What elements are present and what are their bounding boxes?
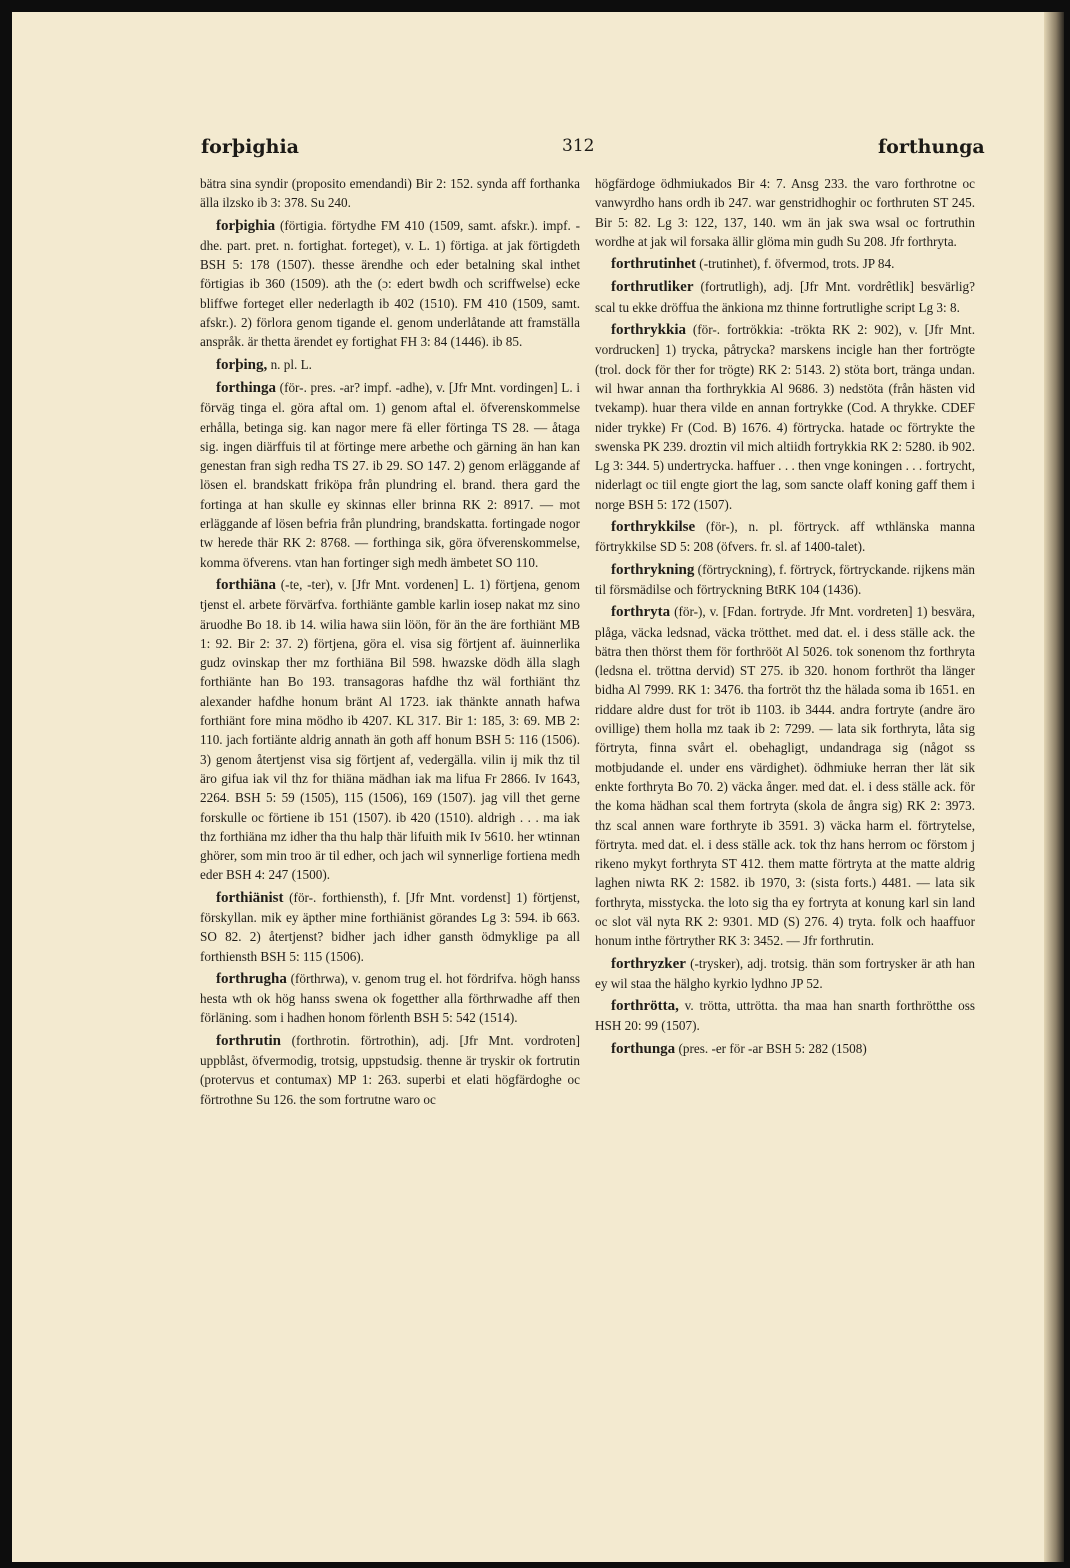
running-header [12, 136, 1064, 166]
dictionary-entry [595, 254, 975, 274]
entry-body: (för-. pres. -ar? impf. -adhe), v. [Jfr Mnt. vordingen] L. i förväg tinga el. göra aftal om. 1) genom aftal el. öfverenskommelse erhålla, betinga sig. kan nagor mere fä eller förtinga TS 28. — åtaga sig. ingen diärffuis til at förtinge mere arbethe och gärning än han kan genestan fran sigh redha TS 27. ib 29. SO 147. 2) genom erläggande af lösen el. brandskatt friköpa från plundring el. brand. thera gard the fortinga at han skulle ey skinnas eller brinna RK 2: 8917. — mot erläggande af lösen befria från plundring, brandskatta. fortingade nogor tw herede thär RK 2: 8768. — forthinga sik, göra öfverenskommelse, komma öfverens. vtan han fortinger sigh medh ämbetet SO 110. [200, 379, 580, 570]
dictionary-entry [595, 277, 975, 317]
entry-body: (för-), n. pl. förtryck. aff wthlänska manna förtrykkilse SD 5: 208 (öfvers. fr. sl. af 1400-talet). [595, 519, 975, 555]
header-right-guide-word: forthunga [878, 136, 985, 158]
dictionary-entry [200, 216, 580, 352]
header-left-guide-word: forþighia [201, 136, 299, 158]
entry-body: (för-), v. [Fdan. fortryde. Jfr Mnt. vordreten] 1) besvära, plåga, väcka ledsnad, väcka trötthet. med dat. el. i dess ställe ack. the bätra then thörst them för forthrööt Al 5026. tok sonenom thz forthryta (ledsna el. tröttna dervid) ST 275. ib 320. honom forthröt tha länger bidha Al 7999. RK 1: 3476. tha fortröt thz the häladа soma ib 1651. en riddare aldre dust for tröt ib 1103. ib 3444. andra fortryte (andre äro ovillige) them holla mz taak ib 2: 7299. — lata sik forthryta, låta sig förtryta, finna svårt el. obehagligt, undandraga sig (något ss motbjudande el. under ens värdighet). ödhmiuke herran ther lät sik enkte forthryta Bo 70. 2) väcka ånger. med dat. el. i dess ställe ack. för the koma hädhan scal them fortryta (skola de ångra sig) RK 2: 3973. thz scal annen ware forthryte ib 3591. 3) väcka harm el. förtrytelse, förtryta. med dat. el. i dess ställe ack. tok thz hans herrom oc förstom j rikeno mykyt forthryta ST 412. them matte förtryta at the matte aldrig laghen niwta RK 2: 1582. ib 1970, 3: (sista forts.) 4481. — lata sik forthryta, misstycka. the loto sig tha ey fortryta at konung karl sin land oc slot väl nyta RK 2: 9301. MD (S) 276. 4) tryta. folk och haaffuor honum inthe förtryther RK 3: 3452. — Jfr forthrutin. [595, 604, 975, 949]
dictionary-entry [200, 378, 580, 572]
dictionary-entry [200, 575, 580, 885]
entry-headword: forthrutliker [611, 279, 694, 296]
entry-headword: forthryta [611, 604, 671, 621]
entry-body: (-trutinhet), f. öfvermod, trots. JP 84. [699, 256, 895, 272]
entry-headword: forþing, [216, 356, 268, 373]
dictionary-entry [200, 969, 580, 1028]
right-text-column [595, 174, 975, 1062]
entry-headword: forthrykning [611, 561, 695, 578]
continued-text [595, 174, 975, 251]
dictionary-entry [595, 517, 975, 557]
entry-body: n. pl. L. [270, 356, 312, 372]
dictionary-entry [200, 888, 580, 966]
entry-headword: forthinga [216, 379, 276, 396]
entry-headword: forthiäna [216, 576, 276, 593]
entry-headword: forthryzker [611, 955, 686, 972]
dictionary-entry [595, 1039, 975, 1059]
entry-body: (förtryckning), f. förtryck, förtryckande. rijkens män til försmädilse och förtryckning BtRK 104 (1436). [595, 561, 976, 597]
dictionary-entry [595, 560, 975, 600]
entry-body: (förtigia. förtydhe FM 410 (1509, samt. afskr.). impf. -dhe. part. pret. n. fortighat. forteget), v. L. 1) förtiga. at jak förtigdeth BSH 5: 178 (1507). thesse ärendhe och eder betalning skal inthet förtigias ib 360 (1509). ath the (ɔ: edert bwdh och scriffwelse) ecke bliffwe forteget eller nederlagth ib 402 (1510). FM 410 (1509, samt. afskr.). 2) förlora genom tigande el. genom underlåtande att framställa anspråk. är thetta ärendet ey fortighat FH 3: 84 (1446). ib 85. [200, 217, 580, 350]
entry-headword: forthunga [611, 1040, 676, 1057]
entry-headword: forthrykkia [611, 322, 686, 339]
left-text-column [200, 174, 580, 1112]
entry-body: (förthrwa), v. genom trug el. hot fördrifva. högh hanss hesta wth ok hög hanss swena ok fogetther alla förthrwadhe aff then förläning. som i hadhen honom förlenth BSH 5: 542 (1514). [200, 970, 580, 1026]
entry-body: bätra sina syndir (proposito emendandi) Bir 2: 152. synda aff forthanka älla ilzsko ib 3: 378. Su 240. [200, 176, 580, 211]
dictionary-entry [595, 996, 975, 1036]
entry-body: (för-. fortrökkia: -trökta RK 2: 902), v. [Jfr Mnt. vordrucken] 1) trycka, påtrycka? marskens incigle han ther fortrögte (trol. dock för ther for trögte) RK 2: 5143. 2) stöta bort, tränga undan. wil hwar annan tha forthrykkia Al 9686. 3) nedstöta (från hästen vid tvekamp). huar thera vilde en annan fortrykke (Cod. A thrykke. CDEF nider trykke) Fr (Cod. B) 1676. 4) förtrycka. hatade oc förtrykte the swenska PK 239. droztin vil mich altiidh fortrykkia RK 2: 5280. ib 902. Lg 3: 344. 5) undertrycka. haffuer . . . then vnge koningen . . . fortrycht, niderlagt oc tiil engte giort the lag, som sancte olaff koning gaff them i norge BSH 5: 172 (1507). [595, 322, 975, 512]
entry-headword: forthrutinhet [611, 256, 696, 273]
dictionary-entry [595, 954, 975, 994]
entry-body: högfärdoge ödhmiukados Bir 4: 7. Ansg 233. the varo forthrotne oc vanwyrdho hans ordh ib 247. war genstridhoghir oc forthruten ST 245. Bir 5: 82. Lg 3: 122, 137, 140. wm än jak swa wsal oc fortruthin wordhe at jak wil forsaka ällir glöma min gudh Su 208. Jfr forthryta. [595, 176, 975, 249]
dictionary-entry [595, 602, 975, 950]
entry-body: v. trötta, uttrötta. tha maa han snarth forthrötthe oss HSH 20: 99 (1507). [595, 998, 975, 1034]
entry-body: (fortrutligh), adj. [Jfr Mnt. vordrêtlik] besvärlig? scal tu ekke dröffua the änkiona mz thinne fortrutlighe script Lg 3: 8. [595, 279, 976, 315]
entry-body: (pres. -er för -ar BSH 5: 282 (1508) [678, 1040, 867, 1056]
entry-body: (-te, -ter), v. [Jfr Mnt. vordenen] L. 1) förtjena, genom tjenst el. arbete förvärfva. forthiänte gamble karlin iosep nakat mz sino äruodhe Bo 18. ib 14. wilia hawa siin löön, för än the äre forthiänt MB 1: 92. Bir 2: 37. 2) förtjena, göra el. visa sig förtjent af. äuinnerlika gudz ovinskap ther mz forthiäna Bil 598. hwazske dödh älla slagh forthiänte han Bo 193. transagoras hafdhe thz wäl forthiänt thz alexander hafdhe honum bränt Al 1723. iak thänkte annath hafwa forthiänt fore mina mödho ib 4207. KL 317. Bir 1: 185, 3: 69. MB 2: 110. jach fortiänte aldrig annath än goth aff honum BSH 5: 116 (1506). 3) genom återtjenst visa sig förtjent af, vedergälla. vilin ij mik thz til äro gifua iak vil thz for thiäna mädhan iak ma lifua Fr 2866. Iv 1643, 2264. BSH 5: 59 (1505), 115 (1506), 169 (1507). jag vill thet gerne forskulle oc förtiene ib 151 (1507). ib 420 (1510). aldrigh . . . ma iak thz forthiäna mz idher tha thu halp thär lifuith mik Iv 5610. her wtinnan ghörer, som min troo är til edher, och jach wil synnerlige fortiena medh eder BSH 4: 247 (1500). [200, 576, 580, 883]
dictionary-entry [200, 1031, 580, 1109]
entry-body: (för-. forthiensth), f. [Jfr Mnt. vordenst] 1) förtjenst, förskyllan. mik ey äpther mine forthiänist görandes Lg 3: 594. ib 663. SO 82. 2) återtjenst? bidher jach idher gansth ödmyklige pa all forthiensth BSH 5: 115 (1506). [200, 889, 580, 964]
dictionary-page [12, 12, 1064, 1562]
entry-headword: forthrugha [216, 970, 287, 987]
entry-body: (-trysker), adj. trotsig. thän som fortrysker är ath han ey wil staa the hälgho kyrkio lydhno JP 52. [595, 955, 975, 991]
entry-headword: forthrutin [216, 1032, 281, 1049]
book-spine-shadow [1044, 12, 1064, 1562]
entry-headword: forthiänist [216, 889, 284, 906]
page-number: 312 [562, 136, 595, 156]
entry-headword: forþighia [216, 217, 276, 234]
dictionary-entry [200, 355, 580, 375]
entry-body: (forthrotin. förtrothin), adj. [Jfr Mnt. vordroten] uppblåst, öfvermodig, trotsig, uppstudsig. thenne är tryskir ok fortrutin (protervus et contumax) MP 1: 263. superbi et elati högfärdoghe oc förtrothne Su 126. the som fortrutne waro oc [200, 1032, 581, 1107]
entry-headword: forthrötta, [611, 998, 679, 1015]
entry-headword: forthrykkilse [611, 519, 696, 536]
continued-text [200, 174, 580, 213]
dictionary-entry [595, 320, 975, 514]
